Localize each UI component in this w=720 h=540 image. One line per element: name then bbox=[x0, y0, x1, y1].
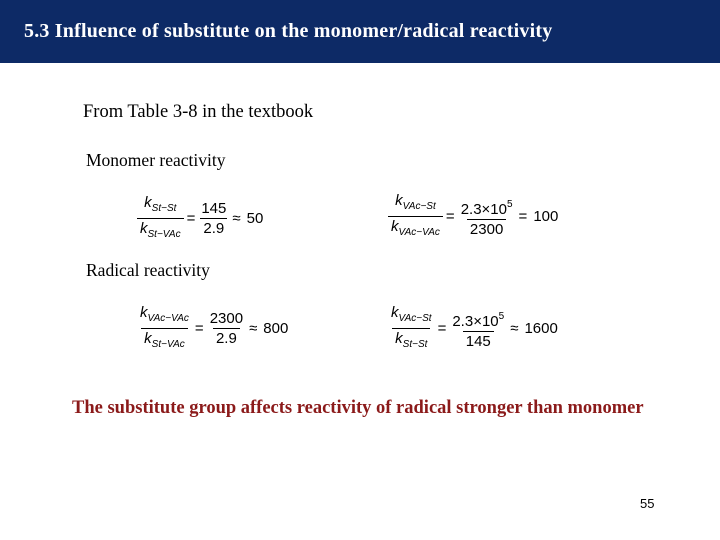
equals-sign: = bbox=[437, 320, 447, 337]
ratio-denominator bbox=[141, 328, 188, 353]
rate-constant-subscript: St−St bbox=[402, 339, 428, 350]
ratio-numerator bbox=[392, 192, 439, 216]
numerator-exponent: 5 bbox=[498, 310, 505, 322]
equals-sign: = bbox=[445, 208, 455, 225]
rate-constant-subscript: St−St bbox=[151, 203, 177, 214]
rate-constant-symbol: k bbox=[140, 304, 148, 321]
fraction-numerator: 2300 bbox=[209, 310, 244, 327]
equation-result: 1600 bbox=[524, 320, 558, 337]
equals-sign: = bbox=[194, 320, 204, 337]
rate-constant-symbol: k bbox=[144, 194, 152, 211]
conclusion-text: The substitute group affects reactivity of radical stronger than monomer bbox=[72, 398, 644, 418]
rate-constant-symbol: k bbox=[144, 330, 152, 347]
equation-radical-vac bbox=[137, 304, 288, 353]
radical-reactivity-label: Radical reactivity bbox=[86, 260, 210, 280]
numerator-exponent: 5 bbox=[506, 198, 513, 210]
value-fraction bbox=[458, 196, 516, 238]
approx-sign: ≈ bbox=[232, 210, 241, 227]
ratio-numerator bbox=[137, 304, 192, 328]
numerator-base: 2.3×10 bbox=[452, 312, 499, 330]
equation-result: 50 bbox=[246, 210, 264, 227]
equation-monomer-vac bbox=[388, 192, 558, 241]
rate-constant-subscript: St−VAc bbox=[147, 229, 181, 240]
fraction-denominator: 145 bbox=[463, 331, 494, 350]
fraction-denominator: 2.9 bbox=[200, 218, 227, 237]
monomer-reactivity-label: Monomer reactivity bbox=[86, 150, 226, 170]
k-ratio bbox=[137, 194, 184, 243]
rate-constant-symbol: k bbox=[395, 330, 403, 347]
value-fraction bbox=[198, 200, 229, 237]
approx-sign: ≈ bbox=[249, 320, 258, 337]
fraction-numerator: 145 bbox=[201, 200, 227, 217]
rate-constant-symbol: k bbox=[140, 220, 148, 237]
ratio-denominator bbox=[137, 218, 184, 243]
rate-constant-subscript: VAc−St bbox=[398, 313, 432, 324]
k-ratio bbox=[388, 304, 435, 353]
rate-constant-subscript: VAc−VAc bbox=[147, 313, 189, 324]
rate-constant-symbol: k bbox=[391, 304, 399, 321]
fraction-denominator: 2300 bbox=[467, 219, 506, 238]
slide-title: 5.3 Influence of substitute on the monomer/radical reactivity bbox=[24, 20, 553, 42]
equation-monomer-st bbox=[137, 194, 263, 243]
rate-constant-symbol: k bbox=[395, 192, 403, 209]
ratio-numerator bbox=[388, 304, 435, 328]
ratio-denominator bbox=[388, 216, 443, 241]
rate-constant-subscript: St−VAc bbox=[151, 339, 185, 350]
equation-result: 800 bbox=[263, 320, 289, 337]
approx-sign: ≈ bbox=[510, 320, 519, 337]
ratio-denominator bbox=[392, 328, 430, 353]
equals-sign: = bbox=[186, 210, 196, 227]
ratio-numerator bbox=[141, 194, 179, 218]
value-fraction bbox=[207, 310, 246, 347]
fraction-denominator: 2.9 bbox=[213, 328, 240, 347]
numerator-base: 2.3×10 bbox=[460, 200, 507, 218]
k-ratio bbox=[137, 304, 192, 353]
equals-sign: = bbox=[518, 208, 528, 225]
equation-radical-st bbox=[388, 304, 558, 353]
rate-constant-symbol: k bbox=[391, 218, 399, 235]
title-bar bbox=[0, 0, 720, 63]
source-note: From Table 3-8 in the textbook bbox=[83, 102, 314, 122]
equation-result: 100 bbox=[533, 208, 559, 225]
page-number: 55 bbox=[640, 496, 655, 511]
value-fraction bbox=[449, 308, 507, 350]
fraction-numerator bbox=[458, 196, 516, 219]
rate-constant-subscript: VAc−St bbox=[402, 201, 436, 212]
fraction-numerator bbox=[449, 308, 507, 331]
k-ratio bbox=[388, 192, 443, 241]
rate-constant-subscript: VAc−VAc bbox=[398, 227, 440, 238]
